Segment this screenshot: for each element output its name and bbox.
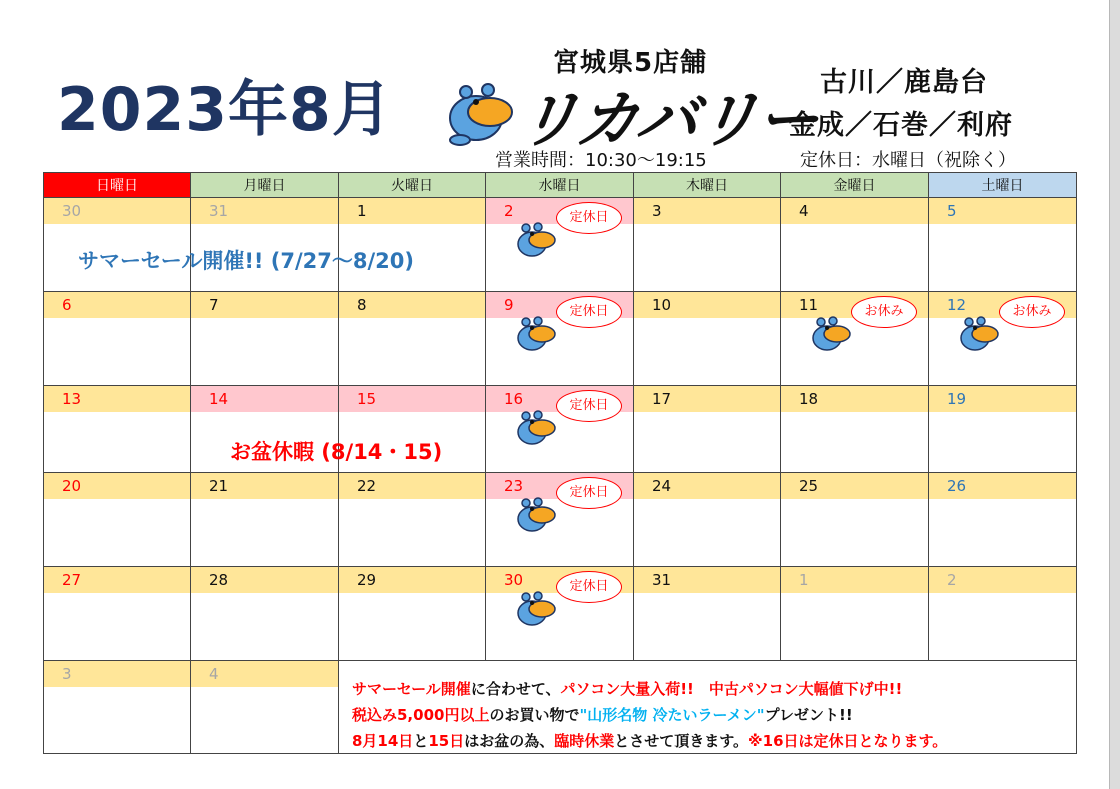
- weekday-header: 水曜日: [486, 173, 634, 198]
- day-cell: [486, 292, 634, 386]
- weekday-header: 日曜日: [44, 173, 191, 198]
- day-cell: [44, 567, 191, 661]
- hippo-mascot-icon: [512, 495, 558, 535]
- hippo-mascot-icon: [955, 314, 1001, 354]
- day-number: 6: [44, 292, 190, 318]
- hippo-mascot-icon: [512, 589, 558, 629]
- day-cell: [634, 292, 781, 386]
- weekday-header: 木曜日: [634, 173, 781, 198]
- day-cell: [339, 292, 486, 386]
- obon-holiday-banner: お盆休暇 (8/14・15): [230, 440, 443, 464]
- day-cell: [781, 292, 929, 386]
- day-cell: [929, 473, 1077, 567]
- holiday-badge: お休み: [851, 296, 917, 328]
- week-row: [44, 292, 1077, 386]
- day-number: 25: [781, 473, 928, 499]
- hippo-mascot-icon: [512, 408, 558, 448]
- day-cell: [781, 567, 929, 661]
- day-number: 11: [781, 292, 928, 318]
- day-number: 17: [634, 386, 780, 412]
- notice-fragment: パソコン大量入荷!! 中古パソコン大幅値下げ中!!: [560, 680, 903, 698]
- summer-sale-banner: サマーセール開催!! (7/27〜8/20): [78, 249, 414, 273]
- closed-day-badge: 定休日: [556, 390, 622, 422]
- notice-fragment: プレゼント!!: [764, 706, 853, 724]
- day-cell: [44, 386, 191, 473]
- brand-logo-text: リカバリー: [512, 83, 822, 156]
- regular-holiday: 定休日：水曜日（祝除く）: [800, 150, 1016, 171]
- day-number: 4: [191, 661, 338, 687]
- notice-line-3: [352, 728, 947, 754]
- day-cell: [486, 473, 634, 567]
- closed-day-badge: 定休日: [556, 477, 622, 509]
- day-number: 1: [781, 567, 928, 593]
- day-number: 3: [634, 198, 780, 224]
- day-number: 27: [44, 567, 190, 593]
- closed-day-badge: 定休日: [556, 202, 622, 234]
- day-cell: [634, 473, 781, 567]
- notice-fragment: ※16日は定休日となります。: [748, 732, 948, 750]
- day-cell: [634, 567, 781, 661]
- closed-day-badge: 定休日: [556, 571, 622, 603]
- day-number: 2: [929, 567, 1076, 593]
- notice-fragment: 税込み5,000円以上: [352, 706, 490, 724]
- day-cell: [781, 473, 929, 567]
- day-cell: [929, 567, 1077, 661]
- day-number: 22: [339, 473, 485, 499]
- day-cell: [191, 567, 339, 661]
- day-number: 5: [929, 198, 1076, 224]
- day-cell: [486, 198, 634, 292]
- day-cell: [191, 292, 339, 386]
- day-cell: [781, 198, 929, 292]
- window-scrollbar[interactable]: [1109, 0, 1120, 789]
- day-number: 1: [339, 198, 485, 224]
- notice-fragment: のお買い物で: [489, 706, 580, 724]
- day-cell: [486, 567, 634, 661]
- day-cell: [781, 386, 929, 473]
- day-number: 2: [486, 198, 633, 224]
- day-number: 16: [486, 386, 633, 412]
- weekday-header-row: [44, 173, 1077, 198]
- day-number: 26: [929, 473, 1076, 499]
- notice-fragment: に合わせて、: [470, 680, 561, 698]
- notice-fragment: はお盆の為、: [464, 732, 555, 750]
- closed-day-badge: 定休日: [556, 296, 622, 328]
- day-number: 12: [929, 292, 1076, 318]
- day-cell: [44, 661, 191, 754]
- hippo-mascot-icon: [438, 78, 518, 148]
- day-number: 31: [191, 198, 338, 224]
- weekday-header: 金曜日: [781, 173, 929, 198]
- branches-line-2: 金成／石巻／利府: [789, 110, 1013, 141]
- business-hours: 営業時間：10:30〜19:15: [495, 150, 707, 171]
- day-number: 13: [44, 386, 190, 412]
- day-number: 9: [486, 292, 633, 318]
- day-number: 8: [339, 292, 485, 318]
- day-cell: [339, 567, 486, 661]
- notice-fragment: とさせて頂きます。: [614, 732, 749, 750]
- day-number: 21: [191, 473, 338, 499]
- weekday-header: 月曜日: [191, 173, 339, 198]
- day-cell: [634, 386, 781, 473]
- day-cell: [486, 386, 634, 473]
- day-number: 20: [44, 473, 190, 499]
- day-number: 23: [486, 473, 633, 499]
- notice-line-1: [352, 676, 947, 702]
- branches-line-1: 古川／鹿島台: [820, 67, 988, 98]
- hippo-mascot-icon: [512, 220, 558, 260]
- hippo-mascot-icon: [512, 314, 558, 354]
- day-number: 29: [339, 567, 485, 593]
- notice-line-2: [352, 702, 947, 728]
- brand-subtitle: 宮城県5店舗: [553, 48, 708, 78]
- page-title: 2023年8月: [57, 75, 393, 145]
- day-cell: [339, 473, 486, 567]
- notice-fragment: 8月14日: [352, 732, 414, 750]
- day-cell: [44, 292, 191, 386]
- week-row: [44, 473, 1077, 567]
- holiday-badge: お休み: [999, 296, 1065, 328]
- hippo-mascot-icon: [807, 314, 853, 354]
- day-number: 14: [191, 386, 338, 412]
- day-number: 10: [634, 292, 780, 318]
- notice-text: [352, 676, 947, 754]
- notice-fragment: と: [413, 732, 429, 750]
- day-number: 7: [191, 292, 338, 318]
- day-number: 24: [634, 473, 780, 499]
- day-cell: [44, 473, 191, 567]
- day-number: 18: [781, 386, 928, 412]
- notice-fragment: 15日: [428, 732, 465, 750]
- notice-fragment: "山形名物 冷たいラーメン": [579, 706, 765, 724]
- day-number: 15: [339, 386, 485, 412]
- day-number: 30: [44, 198, 190, 224]
- day-cell: [929, 386, 1077, 473]
- day-number: 4: [781, 198, 928, 224]
- week-row: [44, 386, 1077, 473]
- day-number: 31: [634, 567, 780, 593]
- day-number: 19: [929, 386, 1076, 412]
- notice-fragment: サマーセール開催: [352, 680, 471, 698]
- day-number: 3: [44, 661, 190, 687]
- day-cell: [929, 198, 1077, 292]
- weekday-header: 火曜日: [339, 173, 486, 198]
- notice-fragment: 臨時休業: [554, 732, 615, 750]
- day-number: 28: [191, 567, 338, 593]
- day-cell: [191, 473, 339, 567]
- week-row: [44, 567, 1077, 661]
- day-cell: [191, 661, 339, 754]
- weekday-header: 土曜日: [929, 173, 1077, 198]
- day-cell: [929, 292, 1077, 386]
- day-cell: [634, 198, 781, 292]
- day-number: 30: [486, 567, 633, 593]
